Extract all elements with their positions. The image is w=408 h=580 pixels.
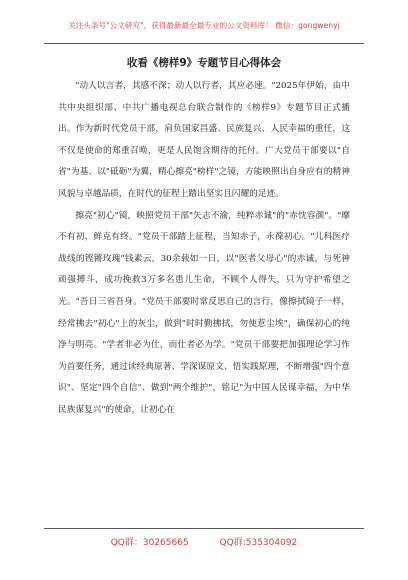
document-body <box>58 76 350 422</box>
footer-qq-group-2: QQ群:535304092 <box>219 538 298 548</box>
paragraph: 擦亮"初心"镜，映照党员干部"矢志不渝，纯粹赤诚"的"赤忱容颜"。"靡不有初，鲜克有终。"党员干部踏上征程，当知赤子，永葆初心。"儿科医疗战线的铿锵玫瑰"钱素云，30余载如一日，以"医者父母心"的赤诚，与死神顽强搏斗，成功挽救3万多名患儿生命，不顾个人得失，只为守护希望之光。"吾日三省吾身。"党员干部要时常反思自己的言行，像擦拭镜子一样，经常拂去"初心"上的灰尘，做到"时时勤拂拭，勿使惹尘埃"，确保初心的纯净与明亮。"学者非必为仕，而仕者必为学。"党员干部要把加强理论学习作为首要任务，通过读经典原著、学深谋原文、悟实践原理，不断增强"四个意识"、坚定"四个自信"、做到"两个维护"，铭记"为中国人民谋幸福，为中华民族谋复兴"的使命，让初心在 <box>58 210 350 415</box>
footer-divider <box>44 528 364 529</box>
footer-qq-group-1: QQ群：30265665 <box>110 538 189 548</box>
paragraph: "动人以言者，其感不深；动人以行者，其应必速。"2025年伊始，由中共中央组织部、中共广播电视总台联合制作的《榜样9》专题节目正式播出。作为新时代党员干部，肩负国家昌盛、民族复兴、人民幸福的重任，这不仅是使命的郑重召唤，更是人民饱含期待的托付。广大党员干部要以"自省"为基、以"砥砺"为翼，精心擦亮"榜样"之镜，方能映照出自身应有的精神风貌与卓越品质，在时代的征程上踏出坚实且闪耀的足迹。 <box>58 81 350 199</box>
document-title: 收看《榜样9》专题节目心得体会 <box>126 57 282 69</box>
footer <box>0 535 408 548</box>
header-banner: 关注头条号"公文研究"，获得最新最全最专业的公文资料库！ 微信：gongwenyj <box>68 21 340 30</box>
header-divider <box>44 43 364 44</box>
